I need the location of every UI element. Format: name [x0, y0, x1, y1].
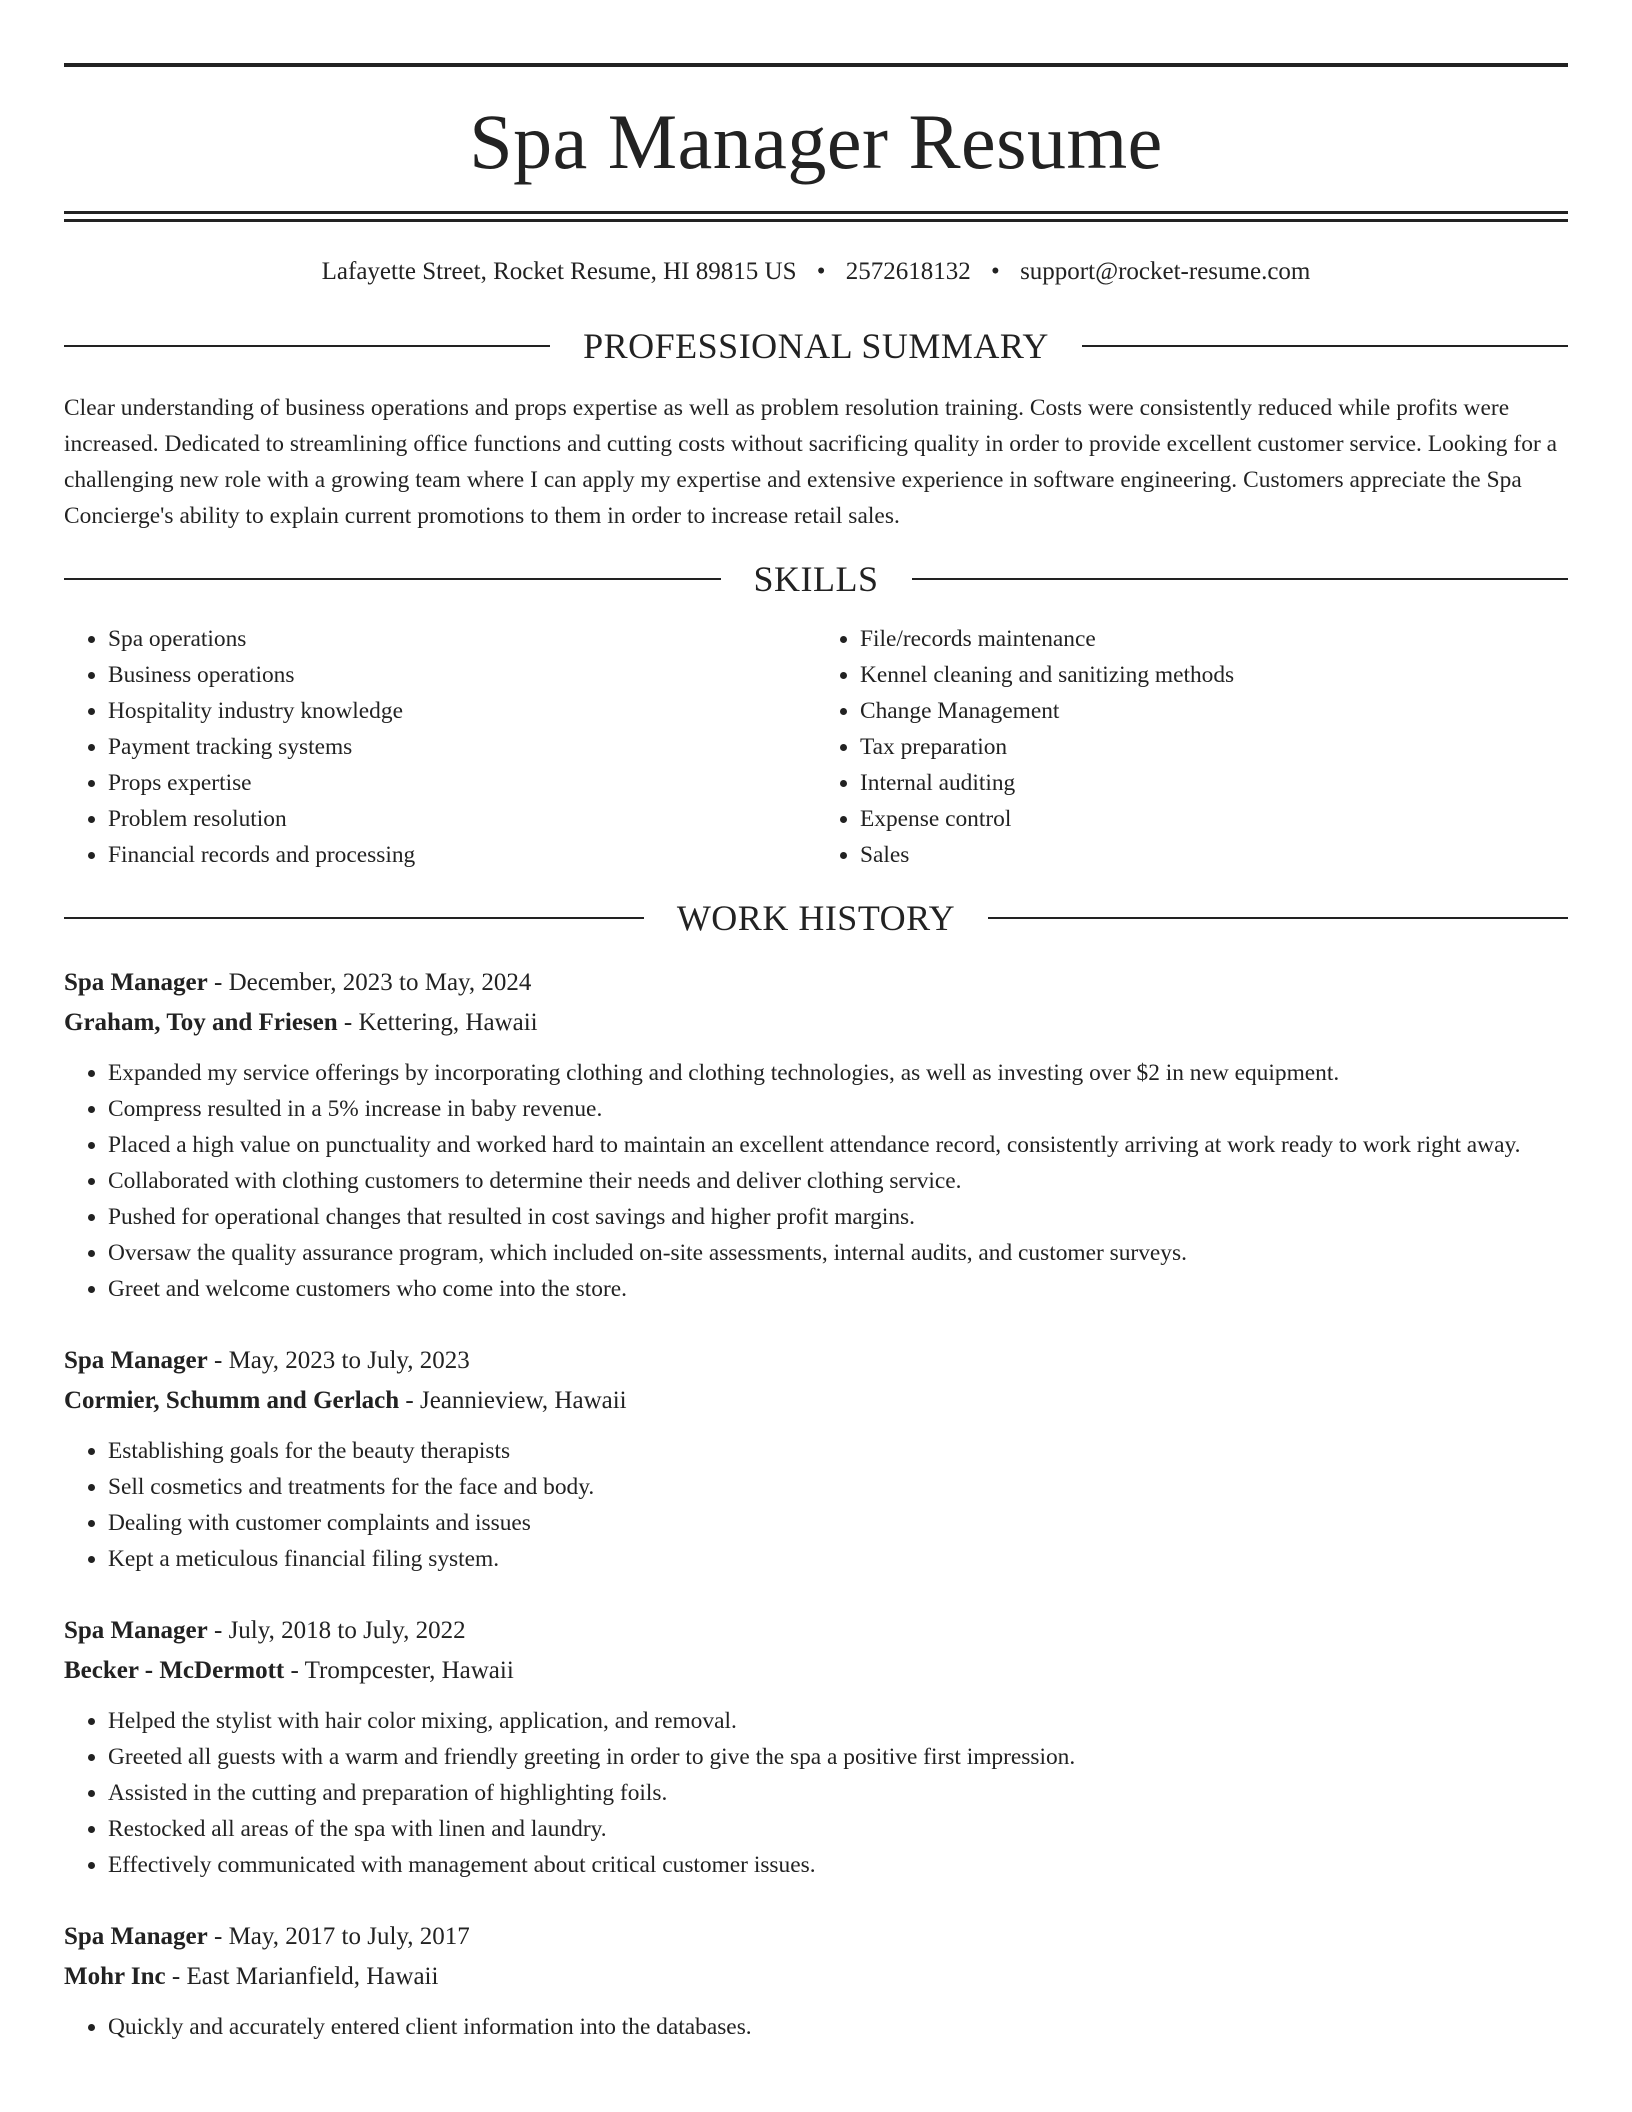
job-company: Graham, Toy and Friesen	[64, 1009, 338, 1036]
heading-rule-right	[988, 917, 1568, 919]
job-entry	[64, 1917, 1568, 2045]
contact-email: support@rocket-resume.com	[1020, 258, 1311, 285]
job-bullet: • Collaborated with clothing customers to determine their needs and deliver clothing service.	[108, 1163, 1568, 1199]
job-bullets	[64, 1055, 1568, 1307]
contact-address: Lafayette Street, Rocket Resume, HI 89815 US	[321, 258, 797, 285]
job-dates: - July, 2018 to July, 2022	[207, 1617, 466, 1644]
job-title: Spa Manager	[64, 1347, 208, 1374]
job-entry	[64, 1611, 1568, 1883]
job-title: Spa Manager	[64, 1923, 208, 1950]
job-company-line	[64, 1651, 1568, 1691]
contact-phone: 2572618132	[845, 258, 971, 285]
skill-item: • Sales	[860, 837, 1568, 873]
job-bullet: • Helped the stylist with hair color mixing, application, and removal.	[108, 1703, 1568, 1739]
work-section-heading	[64, 898, 1568, 938]
job-title-line	[64, 963, 1568, 1003]
job-title-line	[64, 1341, 1568, 1381]
heading-rule-left	[64, 345, 550, 347]
job-bullet: • Quickly and accurately entered client information into the databases.	[108, 2009, 1568, 2045]
summary-text: Clear understanding of business operations and props expertise as well as problem resolution training. Costs were consistently reduced while profits were increased. Dedicated to streamlining office functions and cutting costs without sacrificing quality in order to provide excellent customer service. Looking for a challenging new role with a growing team where I can apply my expertise and extensive experience in software engineering. Customers appreciate the Spa Concierge's ability to explain current promotions to them in order to increase retail sales.	[64, 395, 1558, 529]
skills-list-left	[64, 621, 816, 873]
job-bullet: • Pushed for operational changes that resulted in cost savings and higher profit margins.	[108, 1199, 1568, 1235]
job-bullet: • Greet and welcome customers who come into the store.	[108, 1271, 1568, 1307]
skills-section-heading	[64, 559, 1568, 599]
work-heading-label: WORK HISTORY	[676, 898, 956, 938]
job-bullet: • Expanded my service offerings by incorporating clothing and clothing technologies, as well as investing over $2 in new equipment.	[108, 1055, 1568, 1091]
skill-item: • Tax preparation	[860, 729, 1568, 765]
contact-separator: •	[816, 258, 826, 285]
job-bullets	[64, 2009, 1568, 2045]
job-dates: - December, 2023 to May, 2024	[207, 969, 532, 996]
job-company: Becker - McDermott	[64, 1657, 285, 1684]
skill-item: • Spa operations	[108, 621, 816, 657]
document-title: Spa Manager Resume	[469, 98, 1163, 185]
job-bullets	[64, 1433, 1568, 1577]
contact-line	[64, 257, 1568, 287]
job-company-line	[64, 1381, 1568, 1421]
skill-item: • Internal auditing	[860, 765, 1568, 801]
job-location: - Kettering, Hawaii	[337, 1009, 538, 1036]
job-location: - East Marianfield, Hawaii	[165, 1963, 439, 1990]
heading-rule-left	[64, 578, 721, 580]
job-title: Spa Manager	[64, 1617, 208, 1644]
job-company-line	[64, 1957, 1568, 1997]
skill-item: • Hospitality industry knowledge	[108, 693, 816, 729]
job-bullet: • Dealing with customer complaints and issues	[108, 1505, 1568, 1541]
job-location: - Trompcester, Hawaii	[284, 1657, 514, 1684]
job-bullets	[64, 1703, 1568, 1883]
job-title-line	[64, 1611, 1568, 1651]
heading-rule-left	[64, 917, 644, 919]
contact-separator: •	[991, 258, 1000, 285]
skill-item: • Kennel cleaning and sanitizing methods	[860, 657, 1568, 693]
resume-page	[64, 0, 1568, 2045]
job-bullet: • Compress resulted in a 5% increase in baby revenue.	[108, 1091, 1568, 1127]
skill-item: • Problem resolution	[108, 801, 816, 837]
job-bullet: • Establishing goals for the beauty therapists	[108, 1433, 1568, 1469]
job-bullet: • Kept a meticulous financial filing system.	[108, 1541, 1568, 1577]
job-title-line	[64, 1917, 1568, 1957]
summary-heading-label: PROFESSIONAL SUMMARY	[583, 326, 1049, 366]
skills-heading-label: SKILLS	[753, 559, 879, 599]
job-company: Mohr Inc	[64, 1963, 166, 1990]
skill-item: • Financial records and processing	[108, 837, 816, 873]
title-double-rule	[64, 211, 1568, 222]
job-bullet: • Oversaw the quality assurance program, which included on-site assessments, internal audits, and customer surveys.	[108, 1235, 1568, 1271]
skills-list-right	[816, 621, 1568, 873]
job-bullet: • Placed a high value on punctuality and worked hard to maintain an excellent attendance record, consistently arriving at work ready to work right away.	[108, 1127, 1568, 1163]
job-dates: - May, 2023 to July, 2023	[207, 1347, 470, 1374]
job-location: - Jeannieview, Hawaii	[399, 1387, 627, 1414]
job-bullet: • Greeted all guests with a warm and friendly greeting in order to give the spa a positive first impression.	[108, 1739, 1568, 1775]
job-bullet: • Sell cosmetics and treatments for the face and body.	[108, 1469, 1568, 1505]
skill-item: • Change Management	[860, 693, 1568, 729]
job-dates: - May, 2017 to July, 2017	[207, 1923, 470, 1950]
heading-rule-right	[912, 578, 1569, 580]
job-bullet: • Effectively communicated with management about critical customer issues.	[108, 1847, 1568, 1883]
skill-item: • Expense control	[860, 801, 1568, 837]
job-title: Spa Manager	[64, 969, 208, 996]
skill-item: • Business operations	[108, 657, 816, 693]
job-bullet: • Restocked all areas of the spa with linen and laundry.	[108, 1811, 1568, 1847]
top-rule	[64, 63, 1568, 67]
skill-item: • File/records maintenance	[860, 621, 1568, 657]
job-entry	[64, 963, 1568, 1307]
job-company: Cormier, Schumm and Gerlach	[64, 1387, 400, 1414]
job-entry	[64, 1341, 1568, 1577]
summary-section-heading	[64, 326, 1568, 366]
job-bullet: • Assisted in the cutting and preparation of highlighting foils.	[108, 1775, 1568, 1811]
skills-columns	[64, 621, 1568, 873]
skill-item: • Payment tracking systems	[108, 729, 816, 765]
skill-item: • Props expertise	[108, 765, 816, 801]
heading-rule-right	[1082, 345, 1568, 347]
job-company-line	[64, 1003, 1568, 1043]
